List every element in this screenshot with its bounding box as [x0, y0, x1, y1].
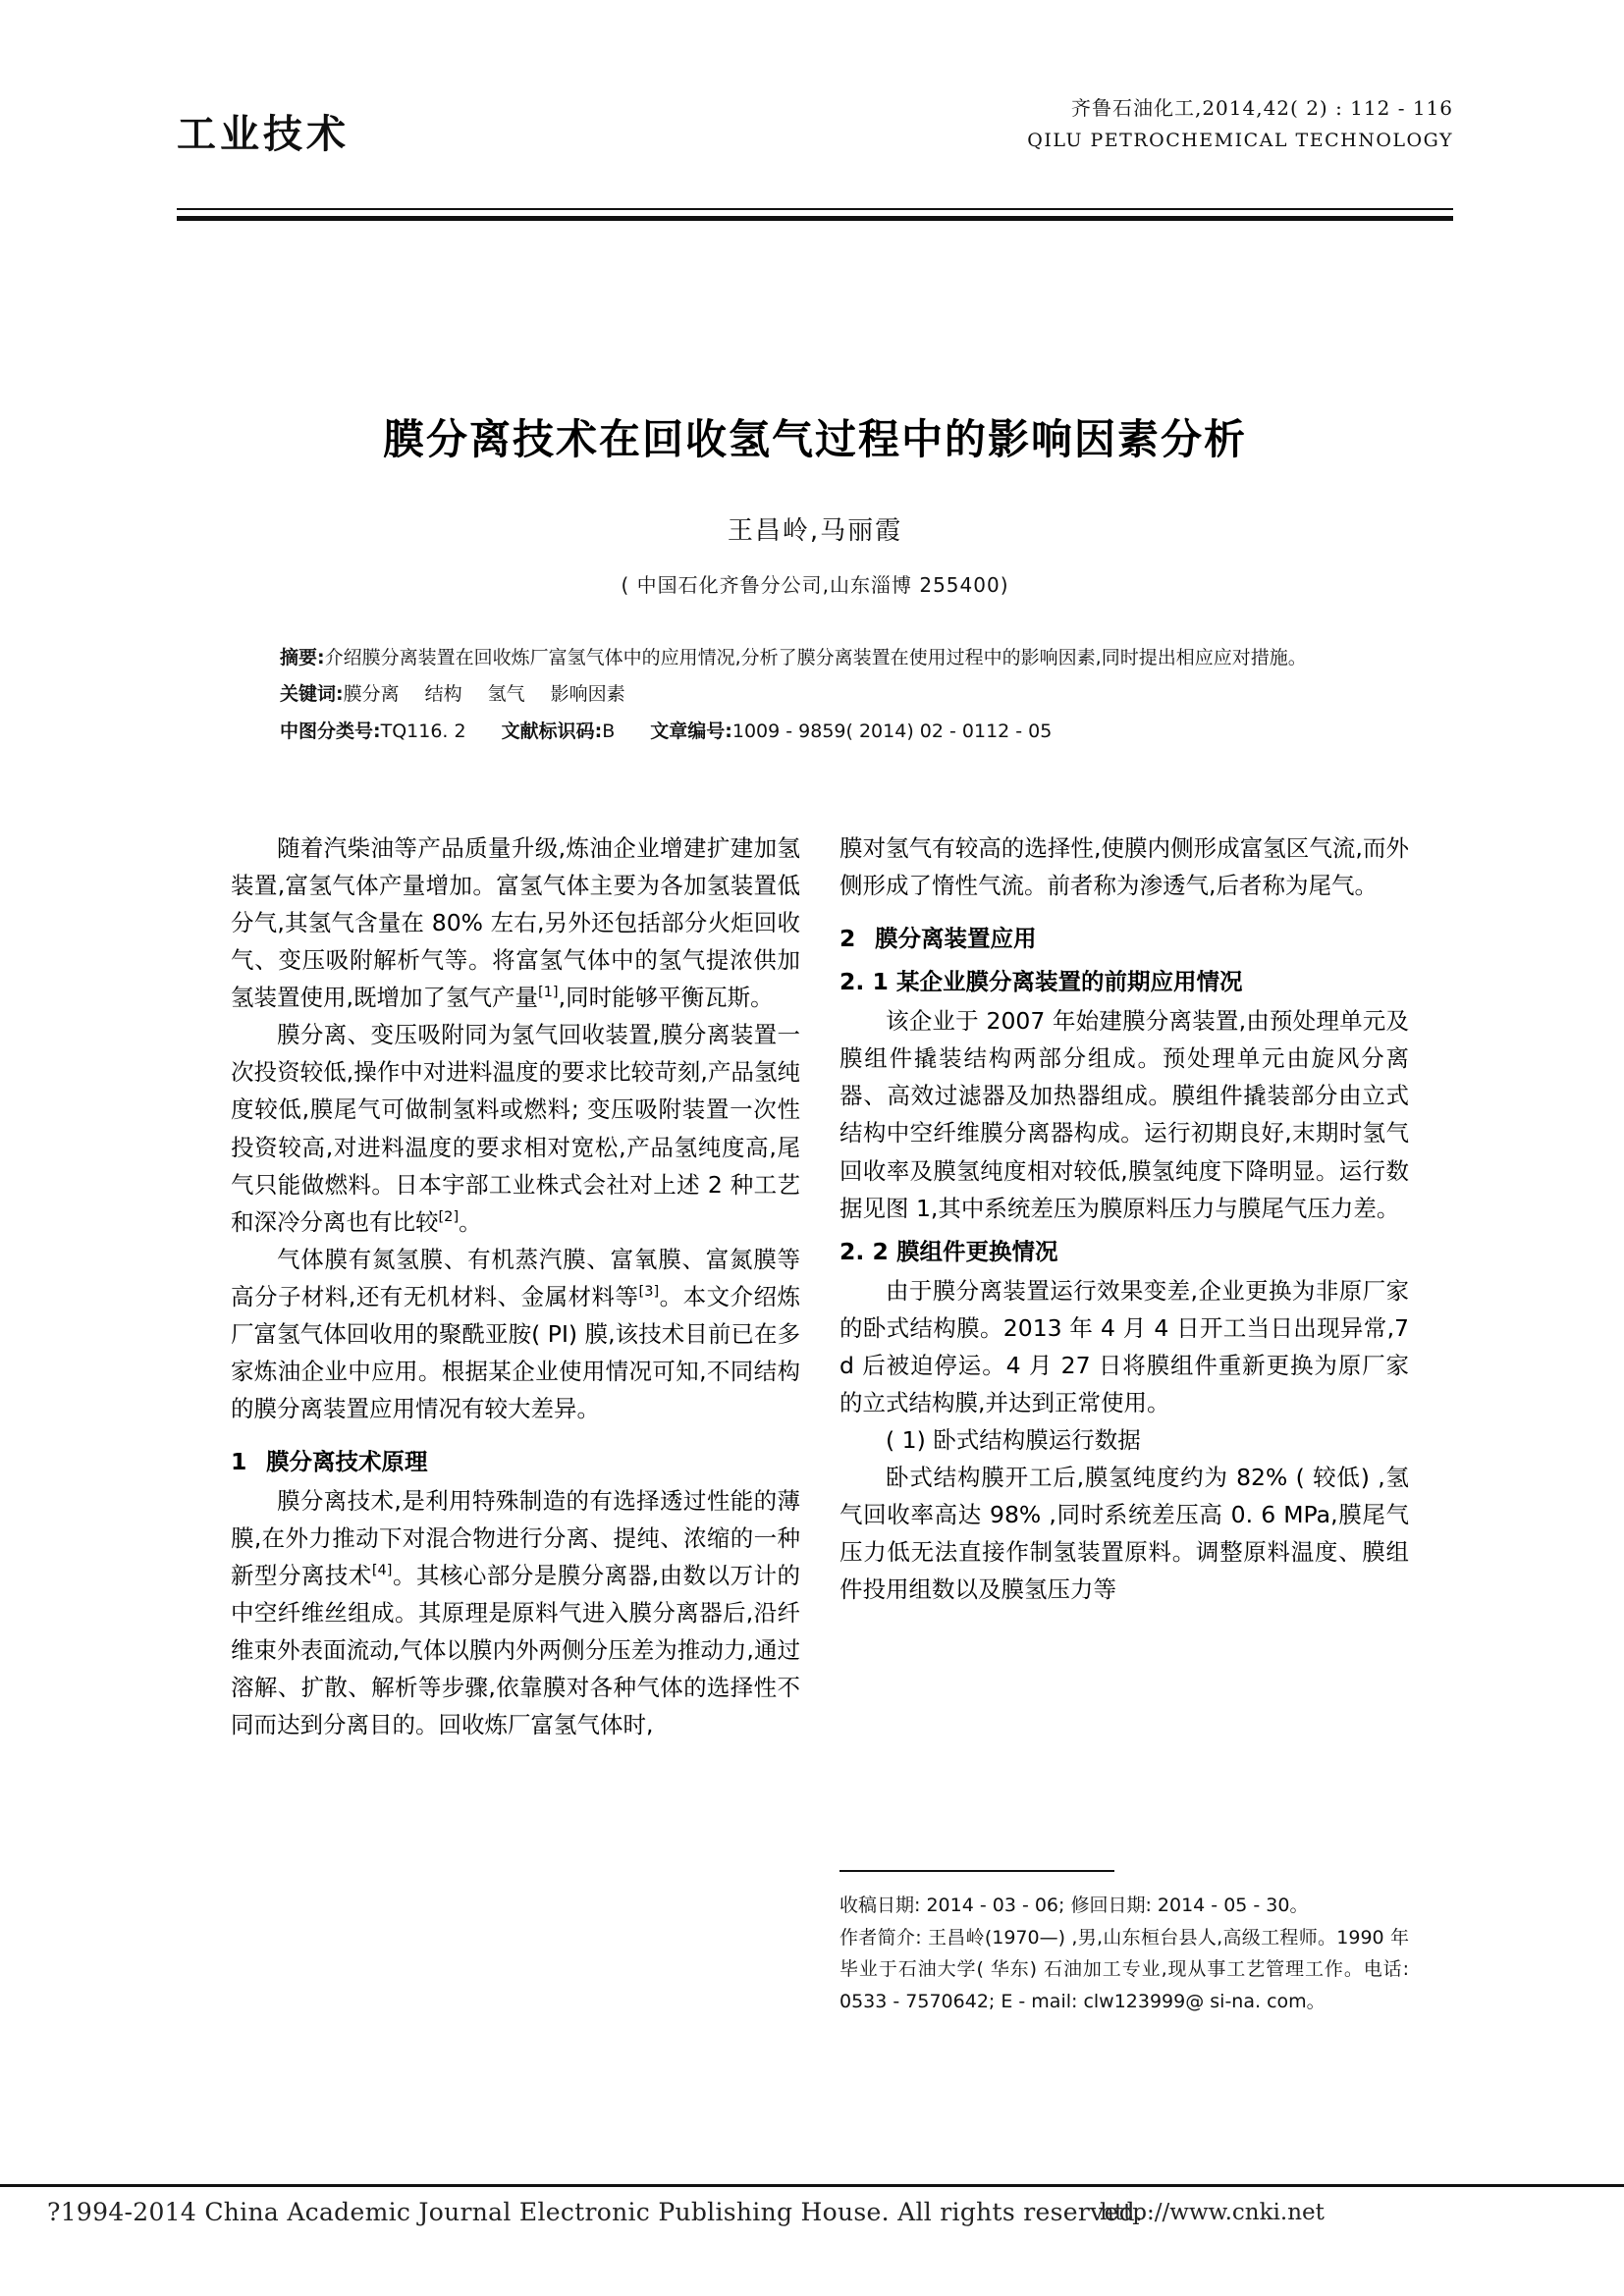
footnote-dates: 收稿日期: 2014 - 03 - 06; 修回日期: 2014 - 05 - 30。	[839, 1895, 1309, 1916]
journal-info	[1027, 93, 1453, 155]
keywords-label: 关键词:	[280, 683, 344, 706]
paragraph: 由于膜分离装置运行效果变差,企业更换为非原厂家的卧式结构膜。2013 年 4 月 4 日开工当日出现异常,7 d 后被迫停运。4 月 27 日将膜组件重新更换为原厂家的立式结构膜,并达到正常使用。	[839, 1276, 1409, 1416]
body-column-right	[839, 829, 1409, 1608]
keyword-0: 膜分离	[343, 683, 400, 706]
article-id-value: 1009 - 9859( 2014) 02 - 0112 - 05	[731, 720, 1053, 742]
classification-row	[280, 717, 1355, 747]
keyword-3: 影响因素	[550, 683, 625, 706]
subsection-number: 2. 1	[839, 968, 889, 996]
article-title: 膜分离技术在回收氢气过程中的影响因素分析	[382, 415, 1247, 463]
abstract-text: 介绍膜分离装置在回收炼厂富氢气体中的应用情况,分析了膜分离装置在使用过程中的影响因素,同时提出相应应对措施。	[324, 647, 1307, 668]
body-column-left	[231, 829, 800, 1744]
section-number: 1	[231, 1448, 247, 1475]
article-authors: 王昌岭,马丽霞	[727, 516, 903, 546]
section-label: 工业技术	[177, 111, 350, 157]
footnote-rule	[839, 1870, 1114, 1872]
footnote-author-bio: 作者简介: 王昌岭(1970—) ,男,山东桓台县人,高级工程师。1990 年毕业于石油大学( 华东) 石油加工专业,现从事工艺管理工作。电话: 0533 - 7570642; E - mail: clw123999@ si-na. com。	[839, 1926, 1409, 2013]
paragraph: 气体膜有氮氢膜、有机蒸汽膜、富氧膜、富氮膜等高分子材料,还有无机材料、金属材料等[3]。本文介绍炼厂富氢气体回收用的聚酰亚胺( PI) 膜,该技术目前已在多家炼油企业中应用。根据某企业使用情况可知,不同结构的膜分离装置应用情况有较大差异。	[231, 1245, 800, 1422]
doc-code-label: 文献标识码:	[501, 720, 603, 742]
journal-citation: 齐鲁石油化工,2014,42( 2) : 112 - 116	[1070, 96, 1453, 120]
section-heading-2	[839, 920, 1409, 957]
cnki-url[interactable]: http://www.cnki.net	[1100, 2200, 1325, 2225]
paragraph: 膜对氢气有较高的选择性,使膜内侧形成富氢区气流,而外侧形成了惰性气流。前者称为渗透气,后者称为尾气。	[839, 834, 1409, 900]
journal-name-en: QILU PETROCHEMICAL TECHNOLOGY	[1027, 130, 1453, 151]
paragraph: 该企业于 2007 年始建膜分离装置,由预处理单元及膜组件撬装结构两部分组成。预处理单元由旋风分离器、高效过滤器及加热器组成。膜组件撬装部分由立式结构中空纤维膜分离器构成。运行初期良好,末期时氢气回收率及膜氢纯度相对较低,膜氢纯度下降明显。运行数据见图 1,其中系统差压为膜原料压力与膜尾气压力差。	[839, 1007, 1409, 1222]
section-heading-1	[231, 1443, 800, 1480]
keyword-2: 氢气	[487, 683, 525, 706]
paragraph: 膜分离技术,是利用特殊制造的有选择透过性能的薄膜,在外力推动下对混合物进行分离、提纯、浓缩的一种新型分离技术[4]。其核心部分是膜分离器,由数以万计的中空纤维丝组成。其原理是原料气进入膜分离器后,沿纤维束外表面流动,气体以膜内外两侧分压差为推动力,通过溶解、扩散、解析等步骤,依靠膜对各种气体的选择性不同而达到分离目的。回收炼厂富氢气体时,	[231, 1487, 800, 1739]
abstract-label: 摘要:	[280, 647, 325, 668]
page-header	[177, 93, 1453, 201]
subsection-heading-2-2	[839, 1233, 1409, 1270]
header-rule-thin	[177, 208, 1453, 210]
copyright-text: ?1994-2014 China Academic Journal Electronic Publishing House. All rights reserved.	[47, 2198, 1144, 2226]
paragraph: 随着汽柴油等产品质量升级,炼油企业增建扩建加氢装置,富氢气体产量增加。富氢气体主要为各加氢装置低分气,其氢气含量在 80% 左右,另外还包括部分火炬回收气、变压吸附解析气等。将富氢气体中的氢气提浓供加氢装置使用,既增加了氢气产量[1],同时能够平衡瓦斯。	[231, 834, 800, 1012]
article-id-label: 文章编号:	[650, 720, 732, 742]
paragraph: 卧式结构膜开工后,膜氢纯度约为 82% ( 较低) ,氢气回收率高达 98% ,同时系统差压高 0. 6 MPa,膜尾气压力低无法直接作制氢装置原料。调整原料温度、膜组件投用组数以及膜氢压力等	[839, 1464, 1409, 1604]
page-footer	[0, 2184, 1624, 2243]
clc-label: 中图分类号:	[280, 720, 381, 742]
subsection-title: 膜组件更换情况	[896, 1237, 1058, 1265]
keyword-1: 结构	[424, 683, 462, 706]
section-number: 2	[839, 925, 856, 953]
footer-rule	[0, 2184, 1624, 2187]
abstract-row	[280, 643, 1355, 673]
paragraph: 膜分离、变压吸附同为氢气回收装置,膜分离装置一次投资较低,操作中对进料温度的要求比较苛刻,产品氢纯度较低,膜尾气可做制氢料或燃料; 变压吸附装置一次性投资较高,对进料温度的要求相对宽松,产品氢纯度高,尾气只能做燃料。日本宇部工业株式会社对上述 2 种工艺和深冷分离也有比较[2]。	[231, 1021, 800, 1236]
header-rule-thick	[177, 216, 1453, 221]
section-title: 膜分离技术原理	[266, 1448, 428, 1475]
subsection-number: 2. 2	[839, 1237, 889, 1265]
abstract-block	[280, 643, 1355, 747]
subsection-title: 某企业膜分离装置的前期应用情况	[896, 968, 1243, 996]
section-title: 膜分离装置应用	[875, 925, 1037, 953]
doc-code-value: B	[602, 720, 616, 742]
author-affiliation: ( 中国石化齐鲁分公司,山东淄博 255400)	[621, 573, 1009, 597]
subsection-heading-2-1	[839, 963, 1409, 1000]
keywords-row	[280, 679, 1355, 710]
paragraph: ( 1) 卧式结构膜运行数据	[886, 1425, 1141, 1454]
clc-value: TQ116. 2	[380, 720, 466, 742]
footnote-block	[839, 1890, 1409, 2018]
